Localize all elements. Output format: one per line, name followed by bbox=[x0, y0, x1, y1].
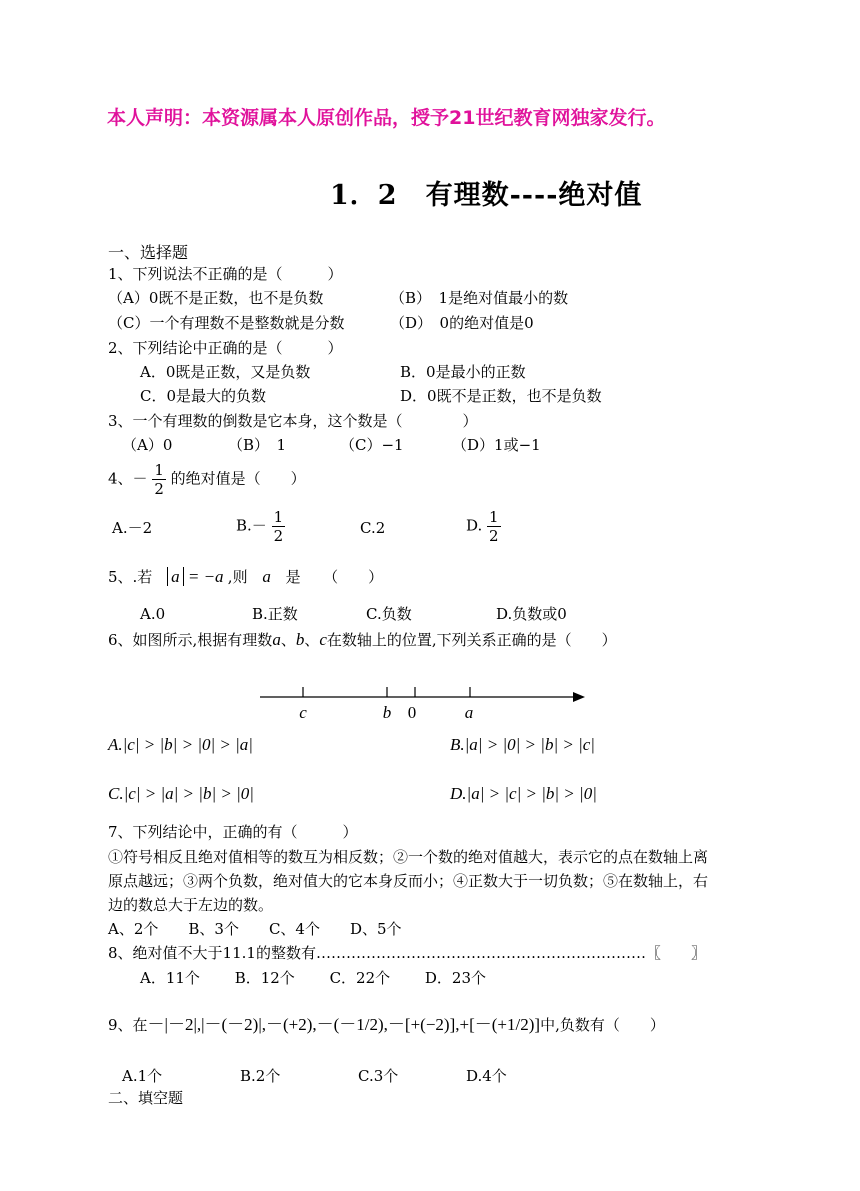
q2-option-c: C．0是最大的负数 bbox=[140, 387, 267, 405]
label-b: b bbox=[382, 703, 392, 722]
q5-prefix: 5、.若 bbox=[108, 568, 153, 586]
q5-variable: a bbox=[262, 567, 271, 586]
q2-option-a: A．0既是正数，又是负数 bbox=[140, 363, 311, 381]
q4-denominator: 2 bbox=[154, 480, 164, 498]
q8-stem: 8、绝对值不大于11.1的整数有…………………………………………………………〖 〗 bbox=[108, 944, 706, 962]
q4-b-denominator: 2 bbox=[273, 527, 284, 545]
q8-options: A．11个 B．12个 C．22个 D．23个 bbox=[140, 969, 487, 987]
q5-stem bbox=[108, 567, 383, 587]
q4-option-b-label: B.－ bbox=[236, 516, 267, 535]
q7-options: A、2个 B、3个 C、4个 D、5个 bbox=[108, 920, 402, 938]
q9-stem bbox=[108, 1015, 665, 1035]
q4-prefix: 4、－ bbox=[108, 469, 148, 488]
q5-equation: = −a bbox=[187, 567, 224, 586]
q4-d-numerator: 1 bbox=[489, 508, 499, 526]
q5-mid: ,则 bbox=[227, 568, 248, 586]
q4-option-b bbox=[236, 508, 285, 545]
q6-stem bbox=[108, 630, 617, 650]
q5-option-b: B.正数 bbox=[252, 605, 298, 623]
q9-option-b: B.2个 bbox=[240, 1067, 281, 1085]
label-a: a bbox=[464, 703, 474, 722]
q5-abs-variable: a bbox=[167, 567, 184, 586]
q7-stem: 7、下列结论中，正确的有（ ） bbox=[108, 823, 358, 841]
q1-option-c: （C）一个有理数不是整数就是分数 bbox=[108, 314, 345, 332]
q5-suffix: 是 （ ） bbox=[285, 568, 384, 586]
q5-option-c: C.负数 bbox=[366, 605, 412, 623]
q6-stem-part1: 6、如图所示,根据有理数 bbox=[108, 631, 273, 649]
q4-fraction bbox=[152, 461, 166, 498]
q6-option-a: A.|c| > |b| > |0| > |a| bbox=[108, 735, 253, 754]
q6-stem-part2: 在数轴上的位置,下列关系正确的是（ ） bbox=[326, 631, 617, 649]
q6-option-c: C.|c| > |a| > |b| > |0| bbox=[108, 784, 254, 803]
q4-option-d-fraction bbox=[487, 508, 501, 545]
q9-option-d: D.4个 bbox=[466, 1067, 507, 1085]
q9-option-c: C.3个 bbox=[358, 1067, 399, 1085]
q4-option-a: A.－2 bbox=[112, 519, 153, 537]
section-heading-choice: 一、选择题 bbox=[108, 243, 189, 262]
q7-line2: 原点越远；③两个负数，绝对值大的它本身反而小；④正数大于一切负数；⑤在数轴上，右 bbox=[108, 872, 709, 890]
q1-option-d: （D） 0的绝对值是0 bbox=[390, 314, 534, 332]
q1-option-a: （A）0既不是正数，也不是负数 bbox=[108, 289, 324, 307]
q1-option-b: （B） 1是绝对值最小的数 bbox=[390, 289, 569, 307]
q3-option-a: （A）0 bbox=[122, 436, 173, 454]
q3-option-d: （D）1或−1 bbox=[452, 436, 541, 454]
q9-suffix: 中,负数有（ ） bbox=[540, 1016, 665, 1034]
q4-suffix: 的绝对值是（ ） bbox=[170, 469, 306, 488]
q3-option-c: （C）−1 bbox=[340, 436, 404, 454]
q3-option-b: （B） 1 bbox=[228, 436, 287, 454]
q7-line1: ①符号相反且绝对值相等的数互为相反数；②一个数的绝对值越大，表示它的点在数轴上离 bbox=[108, 848, 709, 866]
q4-stem bbox=[108, 461, 306, 498]
q7-line3: 边的数总大于左边的数。 bbox=[108, 896, 274, 914]
q4-b-numerator: 1 bbox=[273, 508, 284, 526]
q1-stem: 1、下列说法不正确的是（ ） bbox=[108, 265, 343, 283]
q4-numerator: 1 bbox=[154, 461, 164, 479]
q4-option-d-label: D. bbox=[466, 516, 483, 535]
q4-d-denominator: 2 bbox=[489, 527, 499, 545]
q3-stem: 3、一个有理数的倒数是它本身，这个数是（ ） bbox=[108, 412, 478, 430]
q6-var-a: a bbox=[272, 630, 281, 649]
q6-option-b: B.|a| > |0| > |b| > |c| bbox=[450, 735, 595, 754]
q9-option-a: A.1个 bbox=[122, 1067, 163, 1085]
label-c: c bbox=[299, 703, 307, 722]
q4-option-d bbox=[466, 508, 501, 545]
q6-sep2: 、 bbox=[304, 631, 320, 649]
q5-option-d: D.负数或0 bbox=[496, 605, 567, 623]
copyright-notice: 本人声明：本资源属本人原创作品，授予21世纪教育网独家发行。 bbox=[107, 107, 666, 129]
number-line-figure bbox=[255, 680, 595, 725]
q5-option-a: A.0 bbox=[140, 605, 166, 623]
q2-option-d: D．0既不是正数，也不是负数 bbox=[400, 387, 602, 405]
q2-option-b: B．0是最小的正数 bbox=[400, 363, 526, 381]
q4-option-c: C.2 bbox=[360, 519, 386, 537]
section-heading-fill: 二、填空题 bbox=[108, 1089, 184, 1107]
q2-stem: 2、下列结论中正确的是（ ） bbox=[108, 339, 343, 357]
q6-var-c: c bbox=[319, 630, 327, 649]
q6-option-d: D.|a| > |c| > |b| > |0| bbox=[450, 784, 597, 803]
q6-var-b: b bbox=[295, 630, 305, 649]
page-title: 1．2 有理数----绝对值 bbox=[330, 180, 643, 211]
q9-prefix: 9、在 bbox=[108, 1016, 148, 1034]
label-zero: 0 bbox=[407, 703, 417, 722]
q4-option-b-fraction bbox=[272, 508, 286, 545]
number-line-arrow bbox=[573, 692, 585, 702]
q9-expression: －|－2|,|－(－2)|,－(+2),－(－1/2),－[+(−2)],+[－(+1/2)] bbox=[147, 1015, 541, 1034]
q6-sep1: 、 bbox=[280, 631, 296, 649]
